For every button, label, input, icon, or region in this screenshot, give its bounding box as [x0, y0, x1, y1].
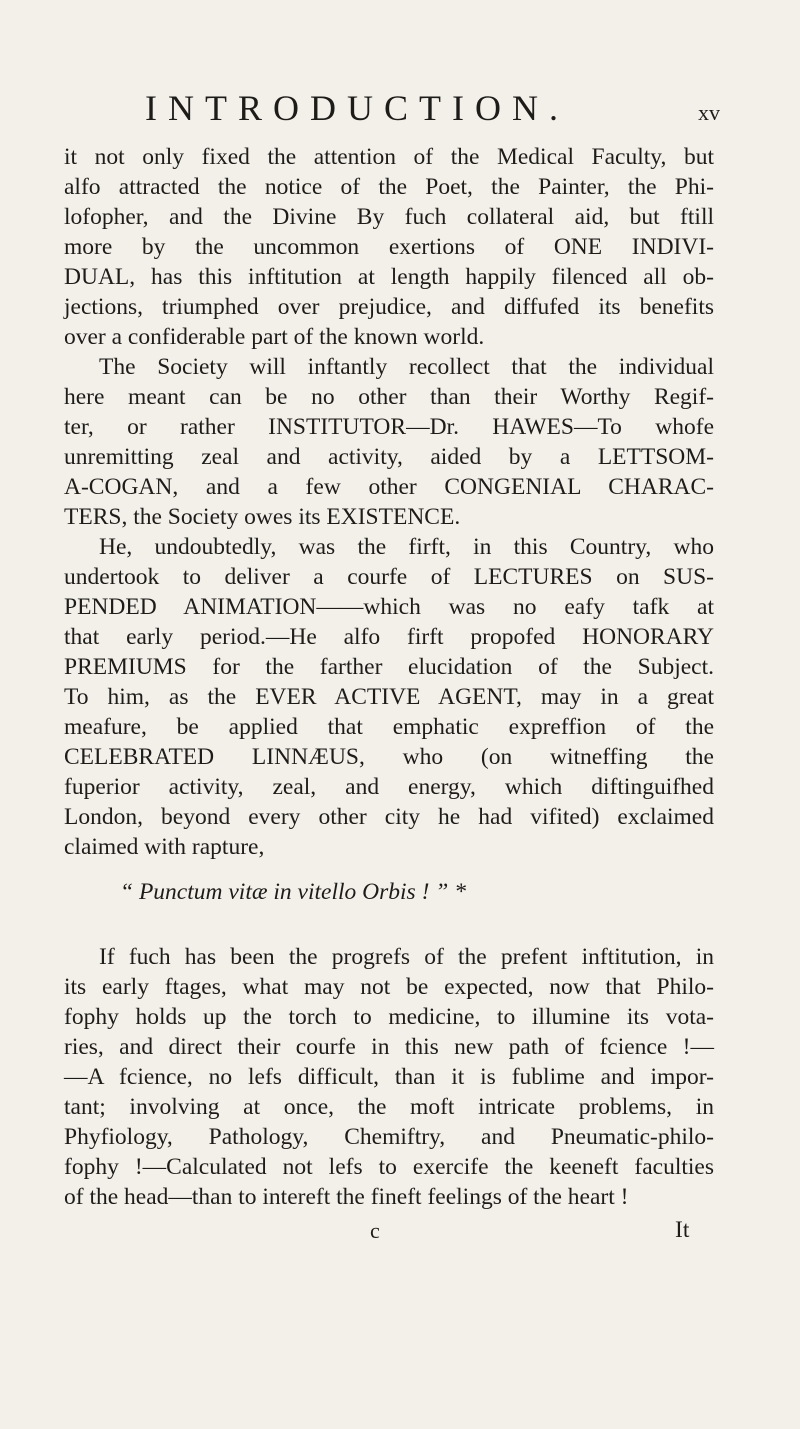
text-line: it not only fixed the attention of the Medical Faculty, but — [64, 144, 714, 170]
text-line: TERS, the Society owes its EXISTENCE. — [64, 504, 461, 530]
text-line: unremitting zeal and activity, aided by a LETTSOM- — [64, 444, 714, 470]
text-line: more by the uncommon exertions of ONE INDIVI- — [64, 234, 714, 260]
text-line: A-COGAN, and a few other CONGENIAL CHARAC- — [64, 474, 714, 500]
text-line: jections, triumphed over prejudice, and diffufed its benefits — [64, 294, 714, 320]
text-line: ries, and direct their courfe in this new path of fcience !— — [64, 1034, 714, 1060]
text-line: He, undoubtedly, was the firft, in this Country, who — [99, 534, 714, 560]
text-line: that early period.—He alfo firft propofed HONORARY — [64, 624, 714, 650]
signature-mark: c — [370, 1218, 380, 1243]
text-line: Phyfiology, Pathology, Chemiftry, and Pneumatic-philo- — [64, 1124, 714, 1150]
text-line: The Society will inftantly recollect that the individual — [99, 354, 714, 380]
running-head: INTRODUCTION. — [145, 88, 569, 128]
text-line: To him, as the EVER ACTIVE AGENT, may in a great — [64, 684, 714, 710]
text-line: DUAL, has this inftitution at length happily filenced all ob- — [64, 264, 714, 290]
text-line: meafure, be applied that emphatic expreffion of the — [64, 714, 714, 740]
catchword: It — [675, 1217, 690, 1243]
text-line: its early ftages, what may not be expected, now that Philo- — [64, 974, 714, 1000]
text-line: here meant can be no other than their Worthy Regif- — [64, 384, 714, 410]
text-line: of the head—than to intereft the fineft feelings of the heart ! — [64, 1184, 629, 1210]
text-line: over a confiderable part of the known world. — [64, 324, 485, 350]
page-number: xv — [698, 100, 720, 125]
text-line: PENDED ANIMATION——which was no eafy tafk at — [64, 594, 714, 620]
text-line: ter, or rather INSTITUTOR—Dr. HAWES—To whofe — [64, 414, 714, 440]
text-line: fophy holds up the torch to medicine, to illumine its vota- — [64, 1004, 714, 1030]
text-line: tant; involving at once, the moft intricate problems, in — [64, 1094, 714, 1120]
text-line: fophy !—Calculated not lefs to exercife the keeneft faculties — [64, 1154, 714, 1180]
text-line: CELEBRATED LINNÆUS, who (on witneffing the — [64, 744, 714, 770]
text-line: London, beyond every other city he had vifited) exclaimed — [64, 804, 714, 830]
text-line: claimed with rapture, — [64, 834, 265, 860]
latin-quotation: “ Punctum vitæ in vitello Orbis ! ” * — [120, 879, 466, 905]
text-line: fuperior activity, zeal, and energy, which diftinguifhed — [64, 774, 714, 800]
text-line: undertook to deliver a courfe of LECTURES on SUS- — [64, 564, 714, 590]
text-line: If fuch has been the progrefs of the prefent inftitution, in — [99, 944, 714, 970]
text-line: lofopher, and the Divine By fuch collateral aid, but ftill — [64, 204, 714, 230]
text-line: —A fcience, no lefs difficult, than it is fublime and impor- — [64, 1064, 714, 1090]
text-line: PREMIUMS for the farther elucidation of the Subject. — [64, 654, 714, 680]
text-line: alfo attracted the notice of the Poet, the Painter, the Phi- — [64, 174, 714, 200]
